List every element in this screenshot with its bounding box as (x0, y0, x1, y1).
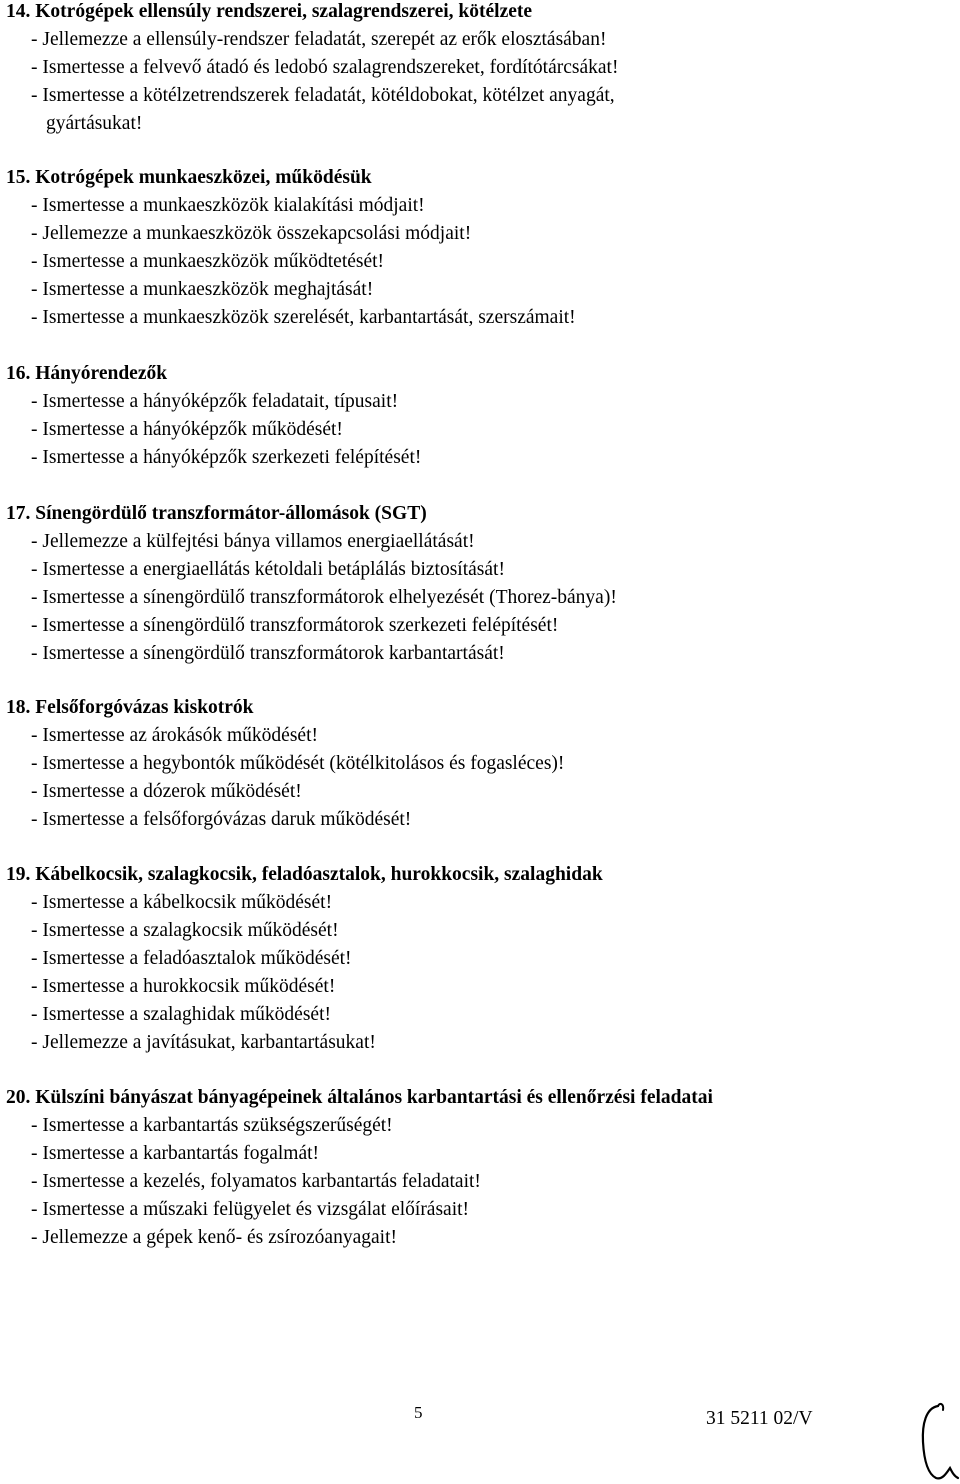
list-item: - Ismertesse a hányóképzők működését! (31, 419, 343, 440)
section-18 (0, 694, 960, 834)
list-item: - Ismertesse a energiaellátás kétoldali betáplálás biztosítását! (31, 559, 505, 580)
list-item: - Ismertesse a kábelkocsik működését! (31, 892, 333, 913)
section-heading (6, 500, 960, 528)
document-code: 31 5211 02/V (706, 1408, 813, 1429)
list-item: - Ismertesse a karbantartás fogalmát! (31, 1143, 320, 1164)
list-item: - Ismertesse a kötélzetrendszerek feladatát, kötéldobokat, kötélzet anyagát, (31, 85, 615, 106)
list-item-continuation: gyártásukat! (46, 113, 143, 134)
section-16 (0, 360, 960, 472)
list-item: - Ismertesse a kezelés, folyamatos karbantartás feladatait! (31, 1171, 481, 1192)
section-17 (0, 500, 960, 668)
list-item: - Ismertesse a dózerok működését! (31, 781, 302, 802)
list-item: - Ismertesse a szalaghidak működését! (31, 1004, 331, 1025)
list-item: - Ismertesse a sínengördülő transzformátorok elhelyezését (Thorez-bánya)! (31, 587, 617, 608)
list-item: - Ismertesse a felsőforgóvázas daruk működését! (31, 809, 412, 830)
list-item: - Ismertesse a hányóképzők feladatait, típusait! (31, 391, 399, 412)
section-heading (6, 1084, 796, 1112)
list-item: - Ismertesse a hányóképzők szerkezeti felépítését! (31, 447, 422, 468)
list-item: - Ismertesse a munkaeszközök meghajtását! (31, 279, 374, 300)
section-heading (6, 164, 960, 192)
list-item: - Ismertesse a munkaeszközök szerelését, karbantartását, szerszámait! (31, 307, 576, 328)
list-item: - Ismertesse a felvevő átadó és ledobó szalagrendszereket, fordítótárcsákat! (31, 57, 619, 78)
list-item: - Ismertesse a feladóasztalok működését! (31, 948, 352, 969)
section-number: 15. (6, 167, 31, 188)
section-number: 17. (6, 503, 31, 524)
section-number: 20. (6, 1087, 31, 1108)
section-title: Sínengördülő transzformátor-állomások (SGT) (35, 503, 427, 524)
section-heading (6, 360, 960, 388)
list-item: - Ismertesse a sínengördülő transzformátorok karbantartását! (31, 643, 505, 664)
list-item: - Jellemezze a gépek kenő- és zsírozóanyagait! (31, 1227, 397, 1248)
section-heading (6, 861, 960, 889)
section-15 (0, 164, 960, 332)
list-item: - Jellemezze a külfejtési bánya villamos energiaellátását! (31, 531, 475, 552)
signature-mark (916, 1398, 960, 1484)
section-number: 16. (6, 363, 31, 384)
section-number: 19. (6, 864, 31, 885)
section-number: 18. (6, 697, 31, 718)
section-title: Külszíni bányászat bányagépeinek általános karbantartási és ellenőrzési feladatai (35, 1087, 713, 1108)
section-14 (0, 0, 960, 138)
list-item: - Ismertesse a hurokkocsik működését! (31, 976, 336, 997)
list-item: - Ismertesse az árokásók működését! (31, 725, 318, 746)
list-item: - Ismertesse a munkaeszközök kialakítási módjait! (31, 195, 425, 216)
section-title: Felsőforgóvázas kiskotrók (35, 697, 254, 718)
section-number: 14. (6, 1, 31, 22)
section-20 (0, 1084, 960, 1252)
list-item: - Jellemezze a munkaeszközök összekapcsolási módjait! (31, 223, 472, 244)
list-item: - Jellemezze a ellensúly-rendszer feladatát, szerepét az erők elosztásában! (31, 29, 607, 50)
section-title: Hányórendezők (35, 363, 168, 384)
list-item: - Ismertesse a szalagkocsik működését! (31, 920, 339, 941)
section-title: Kotrógépek munkaeszközei, működésük (35, 167, 372, 188)
section-19 (0, 861, 960, 1057)
section-heading (6, 0, 960, 26)
section-title: Kotrógépek ellensúly rendszerei, szalagrendszerei, kötélzete (35, 1, 533, 22)
list-item: - Jellemezze a javításukat, karbantartásukat! (31, 1032, 376, 1053)
list-item: - Ismertesse a munkaeszközök működtetését! (31, 251, 385, 272)
list-item: - Ismertesse a karbantartás szükségszerűségét! (31, 1115, 393, 1136)
list-item: - Ismertesse a hegybontók működését (kötélkitolásos és fogasléces)! (31, 753, 565, 774)
section-heading (6, 694, 960, 722)
list-item: - Ismertesse a sínengördülő transzformátorok szerkezeti felépítését! (31, 615, 559, 636)
list-item: - Ismertesse a műszaki felügyelet és vizsgálat előírásait! (31, 1199, 470, 1220)
section-title: Kábelkocsik, szalagkocsik, feladóasztalok, hurokkocsik, szalaghidak (35, 864, 603, 885)
page-number: 5 (414, 1403, 423, 1422)
